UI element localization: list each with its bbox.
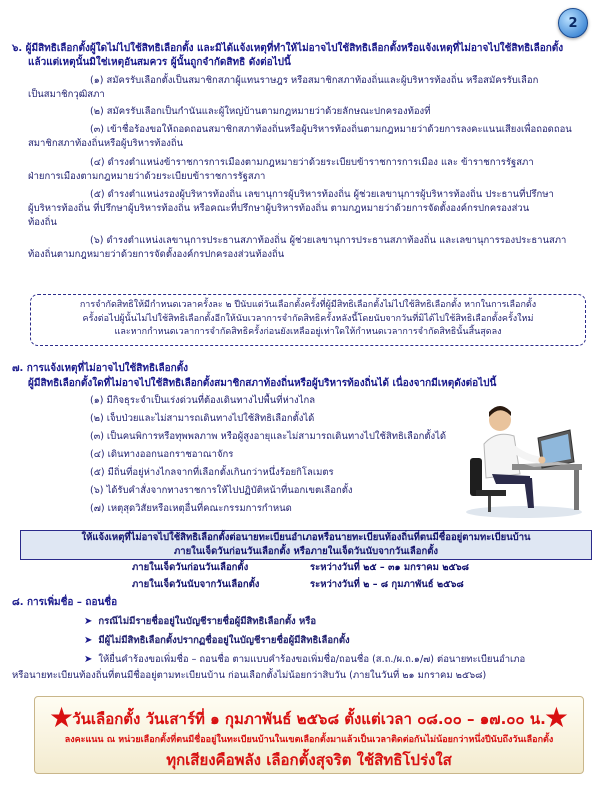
s8-bullet3 — [84, 653, 525, 667]
section6-heading-line2: แล้วแต่เหตุนั้นมิใช่เหตุอันสมควร ผู้นั้นถูกจำกัดสิทธิ ดังต่อไปนี้ — [28, 57, 291, 68]
section6-heading-line1: ๖. ผู้มีสิทธิเลือกตั้งผู้ใดไม่ไปใช้สิทธิเลือกตั้ง และมิได้แจ้งเหตุที่ทำให้ไม่อาจไปใช้สิทธิเลือกตั้งหรือแจ้งเหตุที่ไม่อาจไปใช้สิทธิเลือกตั้ง — [12, 43, 564, 54]
calendar-line2: ภายในเจ็ดวันก่อนวันเลือกตั้ง หรือภายในเจ็ดวันนับจากวันเลือกตั้ง — [173, 546, 439, 557]
star-icon: ★ — [543, 701, 569, 734]
s7-item3: (๓) เป็นคนพิการหรือทุพพลภาพ หรือผู้สูงอายุและไม่สามารถเดินทางไปใช้สิทธิเลือกตั้งได้ — [90, 431, 447, 442]
s6-item4-line2: ฝ่ายการเมืองตามกฎหมายว่าด้วยระเบียบข้าราชการรัฐสภา — [28, 171, 266, 182]
s6-item5-line2: ผู้บริหารท้องถิ่น ที่ปรึกษาผู้บริหารท้องถิ่น หรือคณะที่ปรึกษาผู้บริหารท้องถิ่น ตามกฎหมายว่าด้วยการจัดตั้งองค์กรปกครองส่วน — [28, 203, 530, 214]
s7-item5: (๕) มีถิ่นที่อยู่ห่างไกลจากที่เลือกตั้งเกินกว่าหนึ่งร้อยกิโลเมตร — [90, 467, 334, 478]
s6-item5-line3: ท้องถิ่น — [28, 217, 57, 228]
notify-period-box — [20, 530, 592, 560]
s8-continuation: หรือนายทะเบียนท้องถิ่นที่ตนมีชื่ออยู่ตามทะเบียนบ้าน ก่อนเลือกตั้งไม่น้อยกว่าสิบวัน (ภายในวันที่ ๒๑ มกราคม ๒๕๖๘) — [12, 670, 487, 681]
period2-label: ภายในเจ็ดวันนับจากวันเลือกตั้ง — [132, 579, 260, 590]
s6-item2-line1: (๒) สมัครรับเลือกเป็นกำนันและผู้ใหญ่บ้านตามกฎหมายว่าด้วยลักษณะปกครองท้องที่ — [90, 106, 431, 117]
s6-item6-line1: (๖) ดำรงตำแหน่งเลขานุการประธานสภาท้องถิ่น ผู้ช่วยเลขานุการประธานสภาท้องถิ่น และเลขานุการรองประธานสภา — [90, 235, 567, 246]
note-line2: ครั้งต่อไปผู้นั้นไม่ไปใช้สิทธิเลือกตั้งอีกให้นับเวลาการจำกัดสิทธิครั้งหลังนี้โดยนับจากวันที่มิได้ไปใช้สิทธิเลือกตั้งครั้งใหม่ — [82, 313, 534, 324]
election-date: วันเลือกตั้ง วันเสาร์ที่ ๑ กุมภาพันธ์ ๒๕๖๘ ตั้งแต่เวลา ๐๘.๐๐ – ๑๗.๐๐ น. — [72, 710, 546, 728]
section7-subheading: ผู้มีสิทธิเลือกตั้งใดที่ไม่อาจไปใช้สิทธิเลือกตั้งสมาชิกสภาท้องถิ่นหรือผู้บริหารท้องถิ่นได้ เนื่องจากมีเหตุดังต่อไปนี้ — [28, 378, 497, 389]
section7-heading: ๗. การแจ้งเหตุที่ไม่อาจไปใช้สิทธิเลือกตั้ง — [12, 363, 189, 374]
election-day-banner — [34, 696, 584, 774]
section8-heading: ๘. การเพิ่มชื่อ – ถอนชื่อ — [12, 597, 118, 608]
s6-item3-line1: (๓) เข้าชื่อร้องขอให้ถอดถอนสมาชิกสภาท้องถิ่นหรือผู้บริหารท้องถิ่นตามกฎหมายว่าด้วยการลงคะแนนเสียงเพื่อถอดถอน — [90, 124, 572, 135]
s7-item6: (๖) ได้รับคำสั่งจากทางราชการให้ไปปฏิบัติหน้าที่นอกเขตเลือกตั้ง — [90, 485, 353, 496]
campaign-slogan: ทุกเสียงคือพลัง เลือกตั้งสุจริต ใช้สิทธิโปร่งใส — [166, 751, 452, 769]
page-number-badge — [558, 8, 588, 38]
period2-range: ระหว่างวันที่ ๒ – ๘ กุมภาพันธ์ ๒๕๖๘ — [310, 579, 464, 590]
s7-item4: (๔) เดินทางออกนอกราชอาณาจักร — [90, 449, 234, 460]
s8-bullet1-text: กรณีไม่มีรายชื่ออยู่ในบัญชีรายชื่อผู้มีสิทธิเลือกตั้ง หรือ — [98, 616, 317, 627]
s6-item1-line2: เป็นสมาชิกวุฒิสภา — [28, 89, 105, 100]
s6-item1-line1: (๑) สมัครรับเลือกตั้งเป็นสมาชิกสภาผู้แทนราษฎร หรือสมาชิกสภาท้องถิ่นและผู้บริหารท้องถิ่น หรือสมัครรับเลือก — [90, 75, 539, 86]
period1-range: ระหว่างวันที่ ๒๕ – ๓๑ มกราคม ๒๕๖๘ — [310, 562, 470, 573]
arrow-right-icon: ➤ — [84, 635, 93, 646]
star-icon: ★ — [49, 701, 75, 734]
note-line3: และหากกำหนดเวลาการจำกัดสิทธิครั้งก่อนยังเหลืออยู่เท่าใดให้กำหนดเวลาการจำกัดสิทธินั้นสิ้นสุดลง — [114, 327, 502, 337]
restriction-note-box — [30, 294, 586, 346]
s8-bullet2 — [84, 634, 350, 648]
s8-bullet1 — [84, 615, 316, 629]
s8-bullet3-text: ให้ยื่นคำร้องขอเพิ่มชื่อ – ถอนชื่อ ตามแบบคำร้องขอเพิ่มชื่อ/ถอนชื่อ (ส.ถ./ผ.ถ.๑/๗) ต่อนายทะเบียนอำเภอ — [98, 654, 526, 665]
page-number: 2 — [568, 15, 578, 31]
period1-label: ภายในเจ็ดวันก่อนวันเลือกตั้ง — [132, 562, 249, 573]
s6-item4-line1: (๔) ดำรงตำแหน่งข้าราชการการเมืองตามกฎหมายว่าด้วยระเบียบข้าราชการการเมือง และ ข้าราชการรัฐสภา — [90, 157, 534, 168]
calendar-line1: ให้แจ้งเหตุที่ไม่อาจไปใช้สิทธิเลือกตั้งต่อนายทะเบียนอำเภอหรือนายทะเบียนท้องถิ่นที่ตนมีชื่ออยู่ตามทะเบียนบ้าน — [81, 532, 531, 543]
s7-item1: (๑) มีกิจธุระจำเป็นเร่งด่วนที่ต้องเดินทางไปพื้นที่ห่างไกล — [90, 395, 316, 406]
arrow-right-icon: ➤ — [84, 654, 93, 665]
arrow-right-icon: ➤ — [84, 616, 93, 627]
s7-item7: (๗) เหตุสุดวิสัยหรือเหตุอื่นที่คณะกรรมการกำหนด — [90, 503, 292, 514]
note-line1: การจำกัดสิทธิให้มีกำหนดเวลาครั้งละ ๒ ปีนับแต่วันเลือกตั้งครั้งที่ผู้มีสิทธิเลือกตั้งไม่ไปใช้สิทธิเลือกตั้ง หากในการเลือกตั้ง — [79, 300, 537, 310]
s6-item5-line1: (๕) ดำรงตำแหน่งรองผู้บริหารท้องถิ่น เลขานุการผู้บริหารท้องถิ่น ผู้ช่วยเลขานุการผู้บริหารท้องถิ่น ประธานที่ปรึกษา — [90, 189, 554, 200]
voting-location-note: ลงคะแนน ณ หน่วยเลือกตั้งที่ตนมีชื่ออยู่ในทะเบียนบ้านในเขตเลือกตั้งมาแล้วเป็นเวลาติดต่อกันไม่น้อยกว่าหนึ่งปีนับถึงวันเลือกตั้ง — [64, 735, 554, 745]
s6-item6-line2: ท้องถิ่นตามกฎหมายว่าด้วยการจัดตั้งองค์กรปกครองส่วนท้องถิ่น — [28, 249, 285, 260]
person-at-laptop-illustration — [462, 370, 586, 520]
s8-bullet2-text: มีผู้ไม่มีสิทธิเลือกตั้งปรากฏชื่ออยู่ในบัญชีรายชื่อผู้มีสิทธิเลือกตั้ง — [98, 635, 350, 646]
s7-item2: (๒) เจ็บป่วยและไม่สามารถเดินทางไปใช้สิทธิเลือกตั้งได้ — [90, 413, 315, 424]
s6-item3-line2: สมาชิกสภาท้องถิ่นหรือผู้บริหารท้องถิ่น — [28, 138, 184, 149]
